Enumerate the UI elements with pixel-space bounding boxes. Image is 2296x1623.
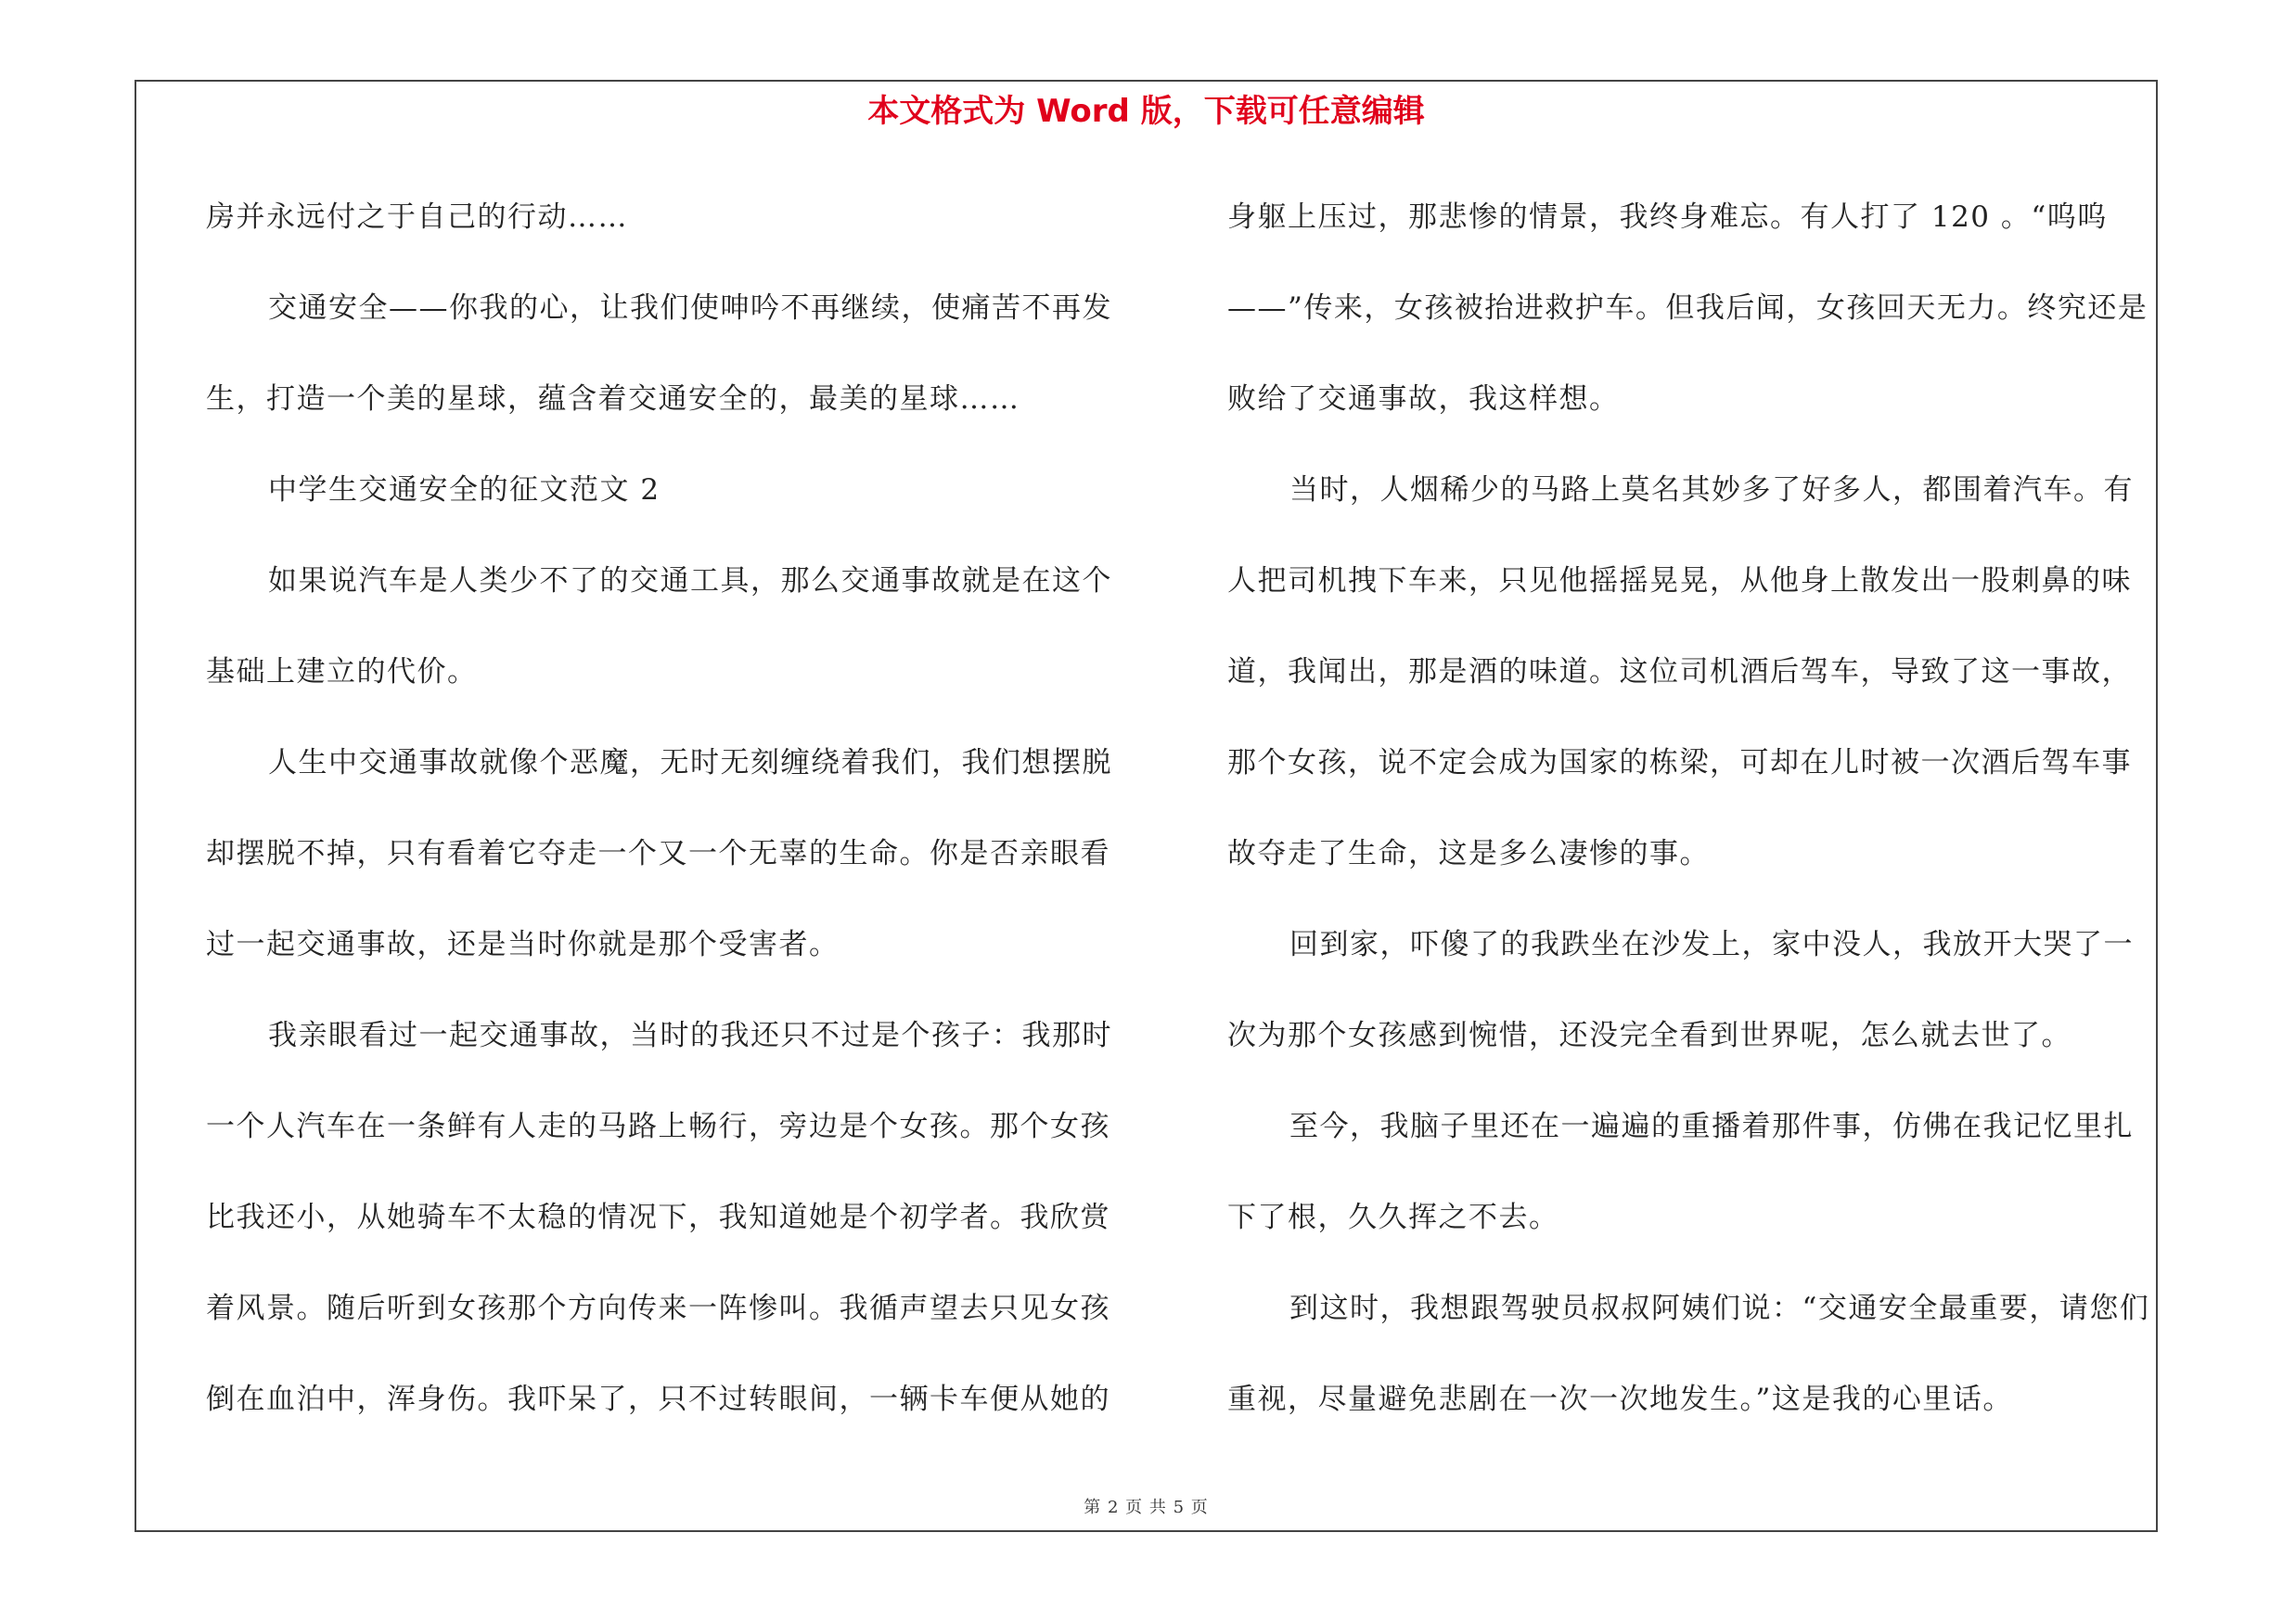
page-number: 第 2 页 共 5 页 (1084, 1498, 1209, 1517)
right-column (1227, 172, 2150, 1445)
paragraph: 身躯上压过，那悲惨的情景，我终身难忘。有人打了 120 。“呜呜——”传来，女孩被抬进救护车。但我后闻，女孩回天无力。终究还是败给了交通事故，我这样想。 (1227, 200, 2148, 416)
paragraph: 人生中交通事故就像个恶魔，无时无刻缠绕着我们，我们想摆脱却摆脱不掉，只有看着它夺走一个又一个无辜的生命。你是否亲眼看过一起交通事故，还是当时你就是那个受害者。 (206, 746, 1112, 961)
page-frame (135, 80, 2158, 1532)
paragraph: 交通安全——你我的心，让我们使呻吟不再继续，使痛苦不再发生，打造一个美的星球，蕴含着交通安全的，最美的星球…… (206, 291, 1112, 416)
paragraph: 至今，我脑子里还在一遍遍的重播着那件事，仿佛在我记忆里扎下了根，久久挥之不去。 (1227, 1110, 2134, 1234)
paragraph: 回到家，吓傻了的我跌坐在沙发上，家中没人，我放开大哭了一次为那个女孩感到惋惜，还没完全看到世界呢，怎么就去世了。 (1227, 928, 2134, 1052)
paragraph: 我亲眼看过一起交通事故，当时的我还只不过是个孩子：我那时一个人汽车在一条鲜有人走的马路上畅行，旁边是个女孩。那个女孩比我还小，从她骑车不太稳的情况下，我知道她是个初学者。我欣赏着风景。随后听到女孩那个方向传来一阵惨叫。我循声望去只见女孩倒在血泊中，浑身伤。我吓呆了，只不过转眼间，一辆卡车便从她的 (206, 1019, 1112, 1416)
paragraph: 当时，人烟稀少的马路上莫名其妙多了好多人，都围着汽车。有人把司机拽下车来，只见他摇摇晃晃，从他身上散发出一股刺鼻的味道，我闻出，那是酒的味道。这位司机酒后驾车，导致了这一事故，那个女孩，说不定会成为国家的栋梁，可却在儿时被一次酒后驾车事故夺走了生命，这是多么凄惨的事。 (1227, 473, 2134, 870)
paragraph: 房并永远付之于自己的行动…… (206, 200, 628, 234)
section-heading: 中学生交通安全的征文范文 2 (268, 473, 661, 507)
left-column (206, 172, 1129, 1445)
paragraph: 如果说汽车是人类少不了的交通工具，那么交通事故就是在这个基础上建立的代价。 (206, 564, 1112, 689)
document-header: 本文格式为 Word 版，下载可任意编辑 (867, 93, 1425, 130)
paragraph: 到这时，我想跟驾驶员叔叔阿姨们说：“交通安全最重要，请您们重视，尽量避免悲剧在一次一次地发生。”这是我的心里话。 (1227, 1292, 2150, 1416)
